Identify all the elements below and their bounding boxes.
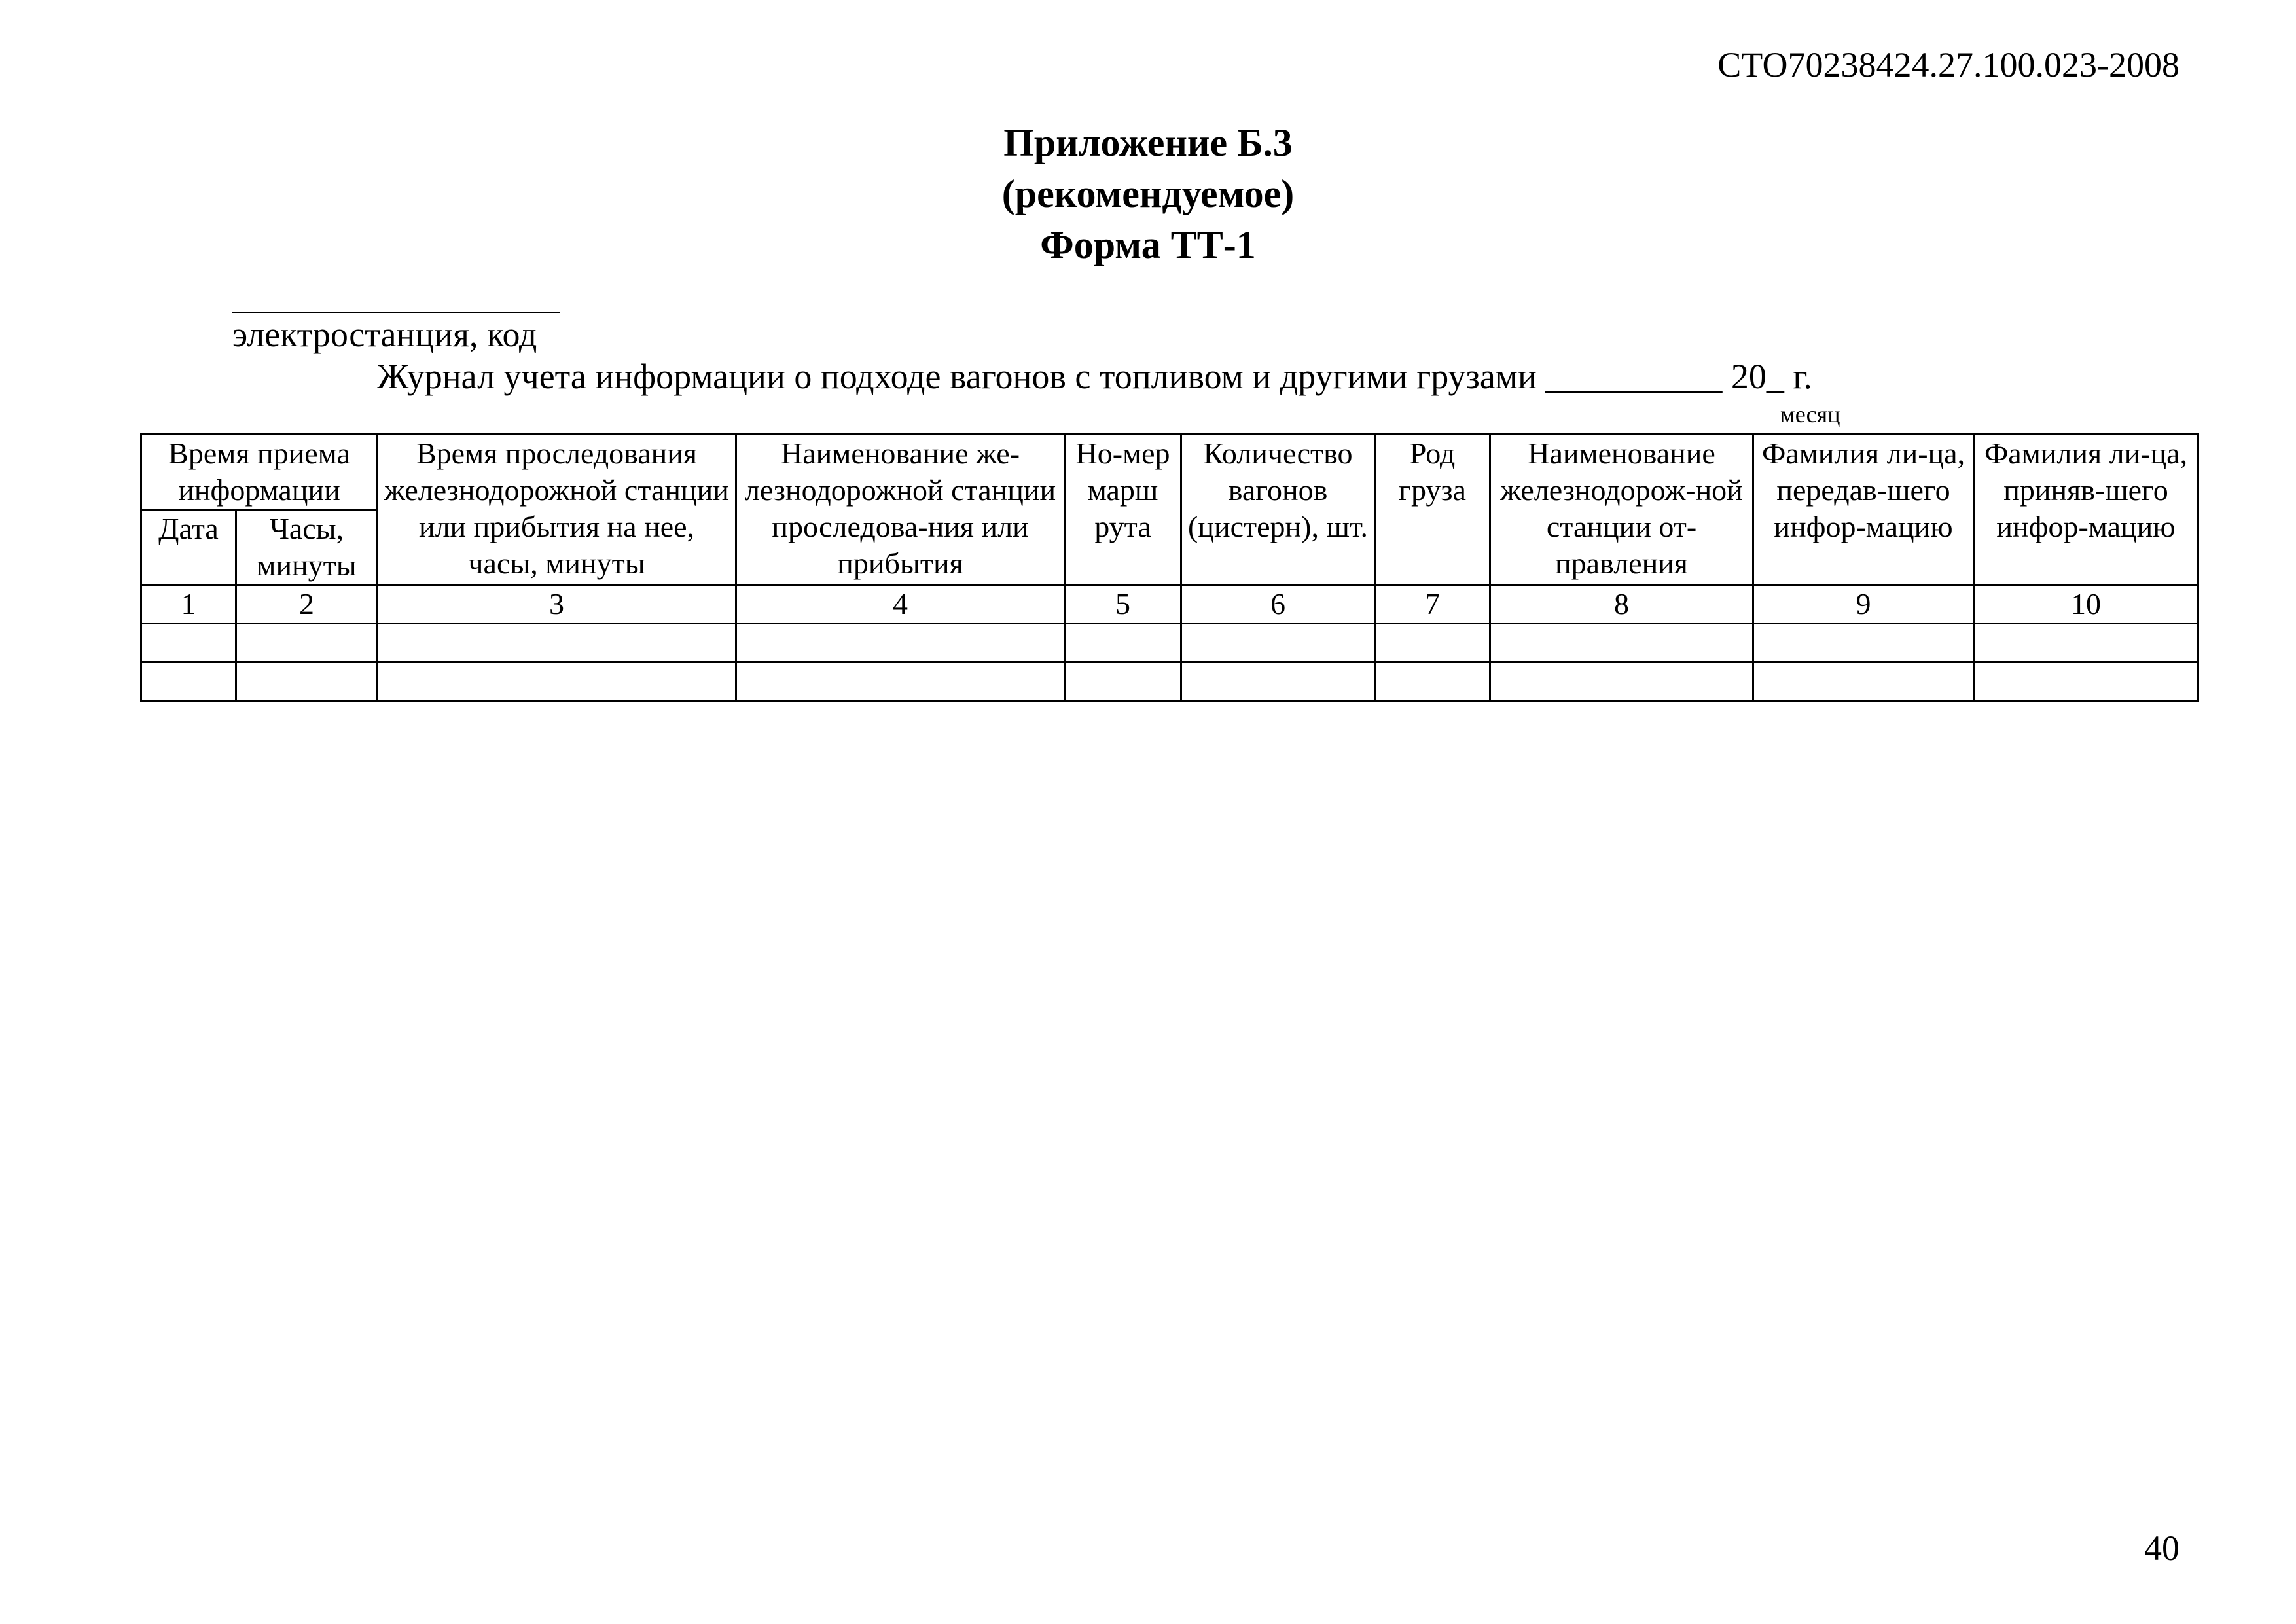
header-col-10: Фамилия ли-ца, приняв-шего инфор-мацию — [1974, 435, 2198, 585]
blank-cell — [1974, 624, 2198, 662]
blank-row — [141, 624, 2198, 662]
blank-row — [141, 662, 2198, 701]
blank-cell — [1753, 662, 1974, 701]
column-number: 4 — [736, 585, 1065, 624]
column-number: 5 — [1065, 585, 1181, 624]
header-date: Дата — [141, 510, 236, 585]
header-col-6: Количество вагонов (цистерн), шт. — [1181, 435, 1375, 585]
blank-cell — [1375, 624, 1490, 662]
column-number: 6 — [1181, 585, 1375, 624]
form-name: Форма ТТ-1 — [1040, 223, 1256, 266]
blank-cell — [1065, 662, 1181, 701]
document-code: СТО70238424.27.100.023-2008 — [1717, 45, 2179, 84]
blank-cell — [141, 662, 236, 701]
blank-cell — [1490, 624, 1753, 662]
journal-table — [140, 433, 2199, 702]
header-receive-time: Время приема информации — [141, 435, 378, 510]
journal-title: Журнал учета информации о подходе вагонов с топливом и другими грузами __________ 20_ г. — [377, 357, 1812, 396]
column-number-row — [141, 585, 2198, 624]
column-number: 8 — [1490, 585, 1753, 624]
blank-cell — [1375, 662, 1490, 701]
blank-cell — [1753, 624, 1974, 662]
column-number: 2 — [236, 585, 378, 624]
blank-cell — [1181, 624, 1375, 662]
column-number: 10 — [1974, 585, 2198, 624]
header-time: Часы, минуты — [236, 510, 378, 585]
month-label: месяц — [1780, 401, 1840, 427]
blank-cell — [141, 624, 236, 662]
header-col-5: Но-мер марш рута — [1065, 435, 1181, 585]
blank-cell — [1974, 662, 2198, 701]
header-col-7: Род груза — [1375, 435, 1490, 585]
appendix-title: Приложение Б.3 — [1003, 121, 1293, 164]
blank-cell — [378, 624, 736, 662]
header-col-9: Фамилия ли-ца, передав-шего инфор-мацию — [1753, 435, 1974, 585]
blank-cell — [736, 624, 1065, 662]
station-blank-line — [232, 312, 560, 313]
header-col-4: Наименование же-лезнодорожной станции проследова-ния или прибытия — [736, 435, 1065, 585]
blank-cell — [1065, 624, 1181, 662]
column-number: 9 — [1753, 585, 1974, 624]
blank-cell — [236, 624, 378, 662]
column-number: 7 — [1375, 585, 1490, 624]
column-number: 3 — [378, 585, 736, 624]
page-number: 40 — [2144, 1528, 2179, 1568]
blank-cell — [1181, 662, 1375, 701]
station-label: электростанция, код — [232, 315, 537, 354]
blank-cell — [236, 662, 378, 701]
blank-cell — [1490, 662, 1753, 701]
blank-cell — [378, 662, 736, 701]
blank-cell — [736, 662, 1065, 701]
appendix-status: (рекомендуемое) — [1001, 172, 1295, 215]
header-col-8: Наименование железнодорож-ной станции от-правления — [1490, 435, 1753, 585]
column-number: 1 — [141, 585, 236, 624]
header-col-3: Время проследования железнодорожной станции или прибытия на нее, часы, минуты — [378, 435, 736, 585]
header-row — [141, 435, 2198, 510]
